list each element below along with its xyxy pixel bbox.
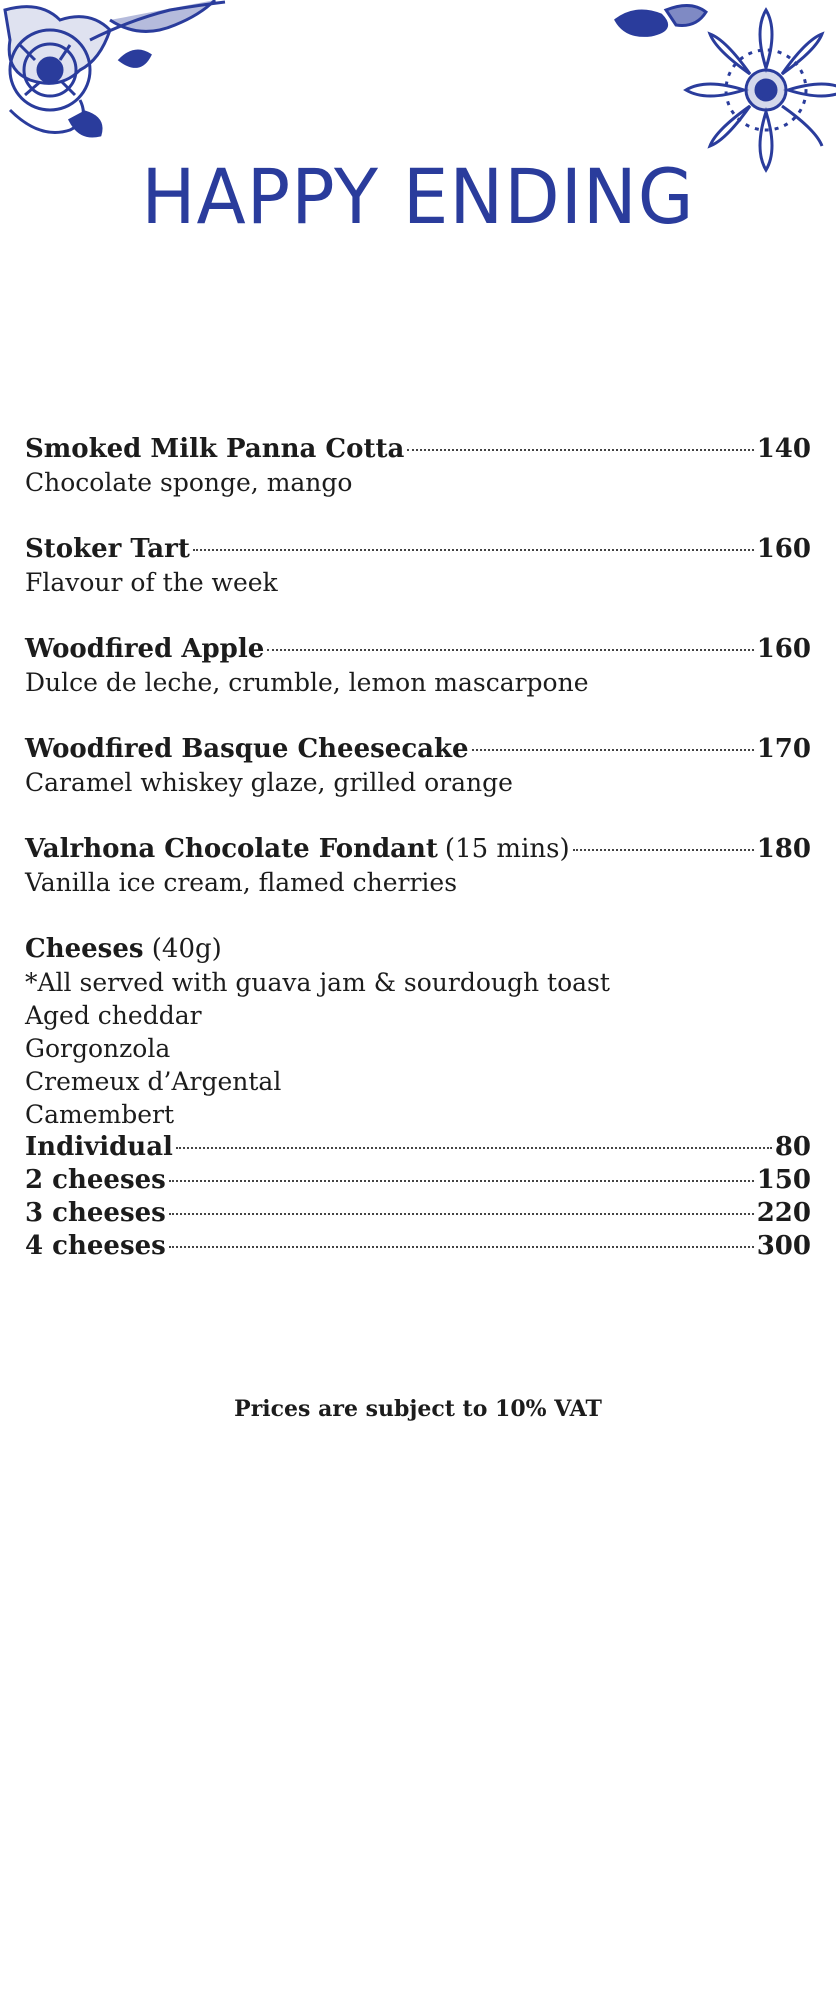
- cheese-option: [25, 1197, 811, 1230]
- vat-notice: Prices are subject to 10% VAT: [234, 1396, 602, 1422]
- cheese-type: Aged cheddar: [25, 1001, 202, 1030]
- item-price: 160: [756, 634, 811, 664]
- cheese-type: Gorgonzola: [25, 1034, 171, 1063]
- cheese-type: Camembert: [25, 1100, 175, 1129]
- leader-dots: [472, 749, 754, 751]
- cheese-weight: (40g): [151, 934, 222, 964]
- item-description: Dulce de leche, crumble, lemon mascarpone: [25, 668, 589, 697]
- leader-dots: [169, 1180, 754, 1182]
- leader-dots: [169, 1246, 754, 1248]
- option-price: 300: [756, 1231, 811, 1261]
- option-price: 220: [756, 1198, 811, 1228]
- cheese-type: Cremeux d’Argental: [25, 1067, 282, 1096]
- floral-illustration-right: [606, 0, 836, 175]
- option-label: 3 cheeses: [25, 1198, 166, 1228]
- leader-dots: [573, 849, 754, 851]
- cheese-option: [25, 1164, 811, 1197]
- menu-item: [25, 632, 811, 699]
- item-price: 160: [756, 534, 811, 564]
- option-price: 80: [774, 1132, 811, 1162]
- item-note: (15 mins): [444, 834, 570, 864]
- cheese-option: [25, 1131, 811, 1164]
- item-description: Flavour of the week: [25, 568, 278, 597]
- cheese-note: *All served with guava jam & sourdough toast: [25, 968, 610, 997]
- item-name: Woodfired Basque Cheesecake: [25, 734, 469, 764]
- menu-item: [25, 532, 811, 599]
- cheese-option: [25, 1230, 811, 1263]
- leader-dots: [176, 1147, 772, 1149]
- item-price: 180: [756, 834, 811, 864]
- option-label: 2 cheeses: [25, 1165, 166, 1195]
- item-name: Valrhona Chocolate Fondant: [25, 834, 438, 864]
- option-label: 4 cheeses: [25, 1231, 166, 1261]
- menu-item: [25, 732, 811, 799]
- item-description: Vanilla ice cream, flamed cherries: [25, 868, 458, 897]
- menu-item: [25, 832, 811, 899]
- option-label: Individual: [25, 1132, 173, 1162]
- dessert-menu: [25, 432, 811, 1296]
- item-description: Chocolate sponge, mango: [25, 468, 353, 497]
- cheese-section: [25, 932, 811, 1263]
- item-name: Woodfired Apple: [25, 634, 265, 664]
- option-price: 150: [756, 1165, 811, 1195]
- leader-dots: [193, 549, 754, 551]
- leader-dots: [407, 449, 753, 451]
- leader-dots: [267, 649, 753, 651]
- item-name: Stoker Tart: [25, 534, 190, 564]
- item-description: Caramel whiskey glaze, grilled orange: [25, 768, 513, 797]
- page-title: HAPPY ENDING: [141, 152, 695, 242]
- menu-item: [25, 432, 811, 499]
- cheese-heading: Cheeses: [25, 934, 144, 964]
- item-name: Smoked Milk Panna Cotta: [25, 434, 405, 464]
- item-price: 140: [756, 434, 811, 464]
- floral-illustration-left: [0, 0, 230, 150]
- item-price: 170: [756, 734, 811, 764]
- leader-dots: [169, 1213, 754, 1215]
